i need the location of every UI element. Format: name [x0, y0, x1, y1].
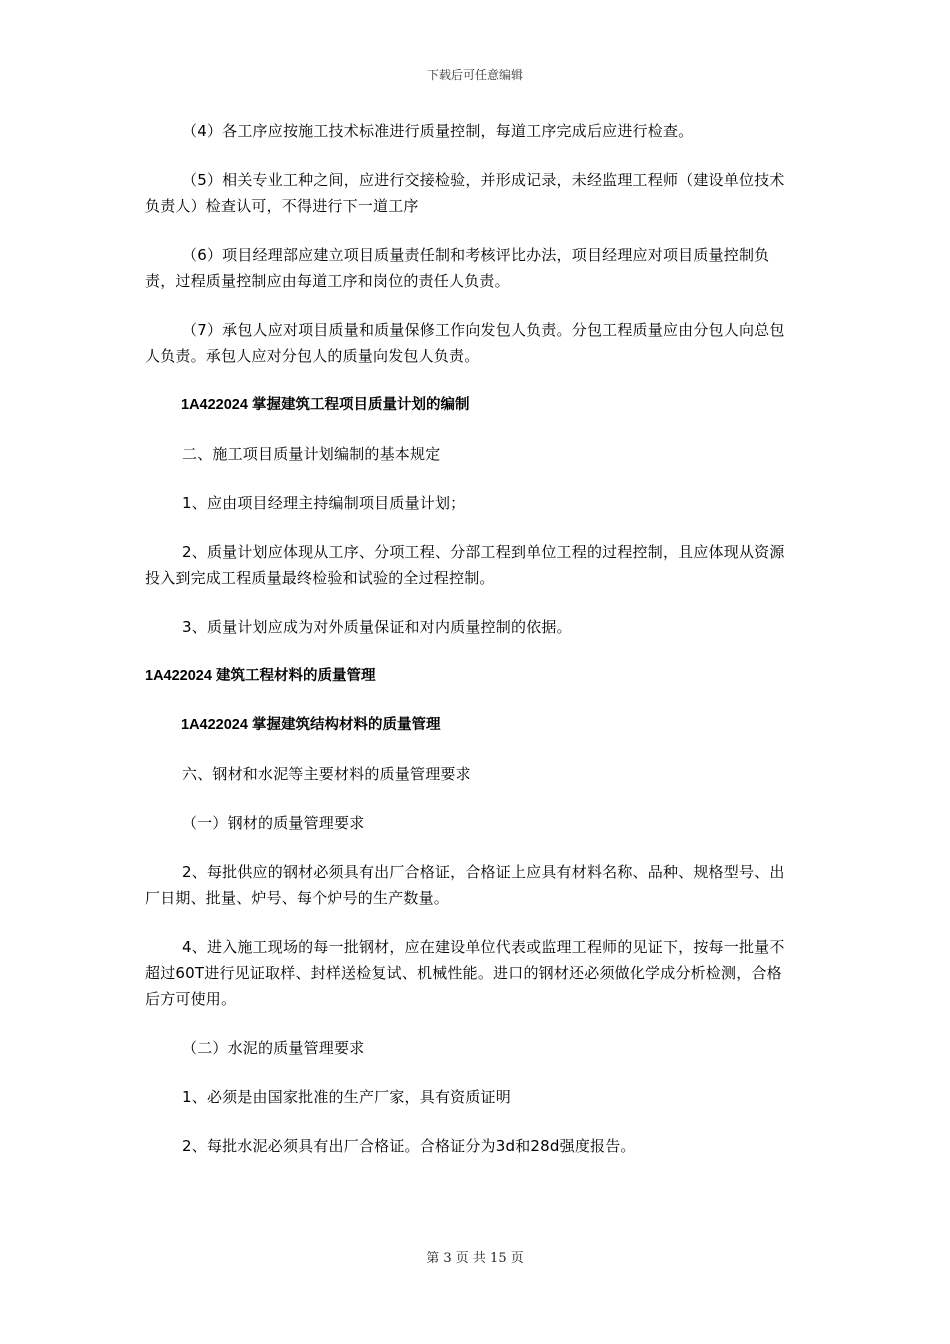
- section-heading-materials: 1A422024 建筑工程材料的质量管理: [145, 668, 376, 684]
- section-heading-quality-plan: 1A422024 掌握建筑工程项目质量计划的编制: [181, 397, 470, 413]
- paragraph-cement-1: 1、必须是由国家批准的生产厂家，具有资质证明: [182, 1088, 511, 1106]
- page-header: 下载后可任意编辑: [426, 68, 523, 82]
- paragraph-steel-heading: （一）钢材的质量管理要求: [182, 814, 365, 832]
- section-heading-structural-materials: 1A422024 掌握建筑结构材料的质量管理: [181, 717, 441, 733]
- paragraph-cement-heading: （二）水泥的质量管理要求: [182, 1039, 365, 1057]
- paragraph-steel-2: 2、每批供应的钢材必须具有出厂合格证，合格证上应具有材料名称、品种、规格型号、出厂日期、批量、炉号、每个炉号的生产数量。: [145, 863, 785, 907]
- paragraph-rule-2: 2、质量计划应体现从工序、分项工程、分部工程到单位工程的过程控制，且应体现从资源投入到完成工程质量最终检验和试验的全过程控制。: [145, 543, 785, 587]
- paragraph-rule-1: 1、应由项目经理主持编制项目质量计划；: [182, 494, 466, 512]
- paragraph-step-4: （4）各工序应按施工技术标准进行质量控制，每道工序完成后应进行检查。: [182, 122, 694, 140]
- paragraph-step-6: （6）项目经理部应建立项目质量责任制和考核评比办法，项目经理应对项目质量控制负责，过程质量控制应由每道工序和岗位的责任人负责。: [145, 246, 770, 290]
- paragraph-basic-rules: 二、施工项目质量计划编制的基本规定: [182, 445, 441, 463]
- document-body: [145, 118, 795, 1182]
- paragraph-steel-4: 4、进入施工现场的每一批钢材，应在建设单位代表或监理工程师的见证下，按每一批量不超过60T进行见证取样、封样送检复试、机械性能。进口的钢材还必须做化学成分析检测，合格后方可使用。: [145, 938, 785, 1008]
- paragraph-cement-2: 2、每批水泥必须具有出厂合格证。合格证分为3d和28d强度报告。: [182, 1137, 636, 1155]
- paragraph-step-7: （7）承包人应对项目质量和质量保修工作向发包人负责。分包工程质量应由分包人向总包人负责。承包人应对分包人的质量向发包人负责。: [145, 321, 785, 365]
- paragraph-main-materials: 六、钢材和水泥等主要材料的质量管理要求: [182, 765, 471, 783]
- paragraph-rule-3: 3、质量计划应成为对外质量保证和对内质量控制的依据。: [182, 618, 572, 636]
- page-footer: 第 3 页 共 15 页: [426, 1251, 524, 1266]
- paragraph-step-5: （5）相关专业工种之间，应进行交接检验，并形成记录，未经监理工程师（建设单位技术负责人）检查认可，不得进行下一道工序: [145, 171, 785, 215]
